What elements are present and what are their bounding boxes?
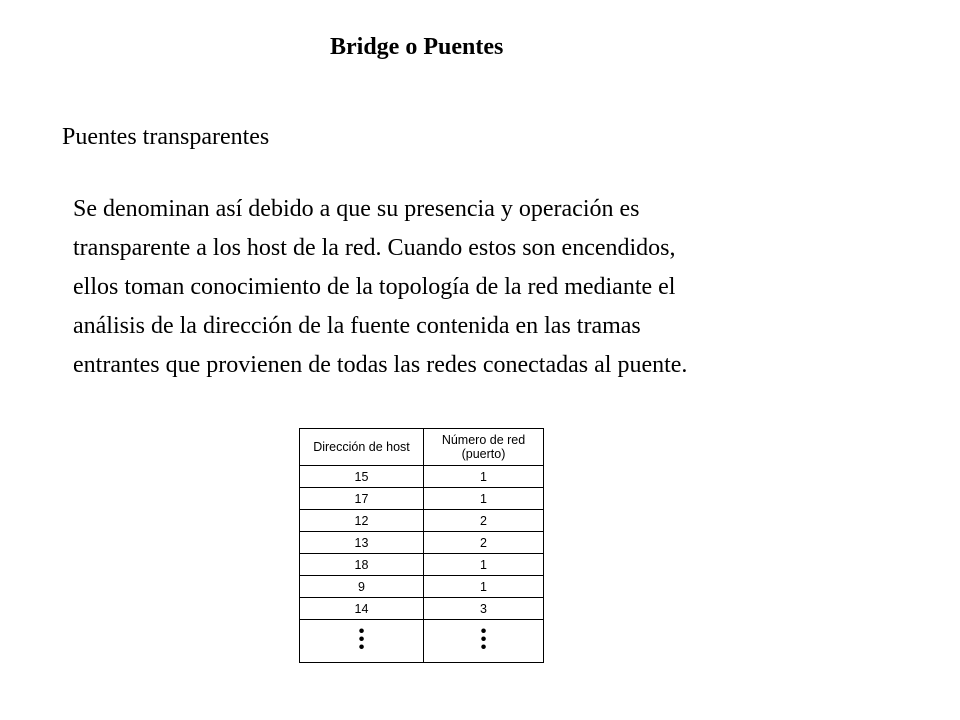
table-row (300, 532, 544, 554)
port-cell: 1 (424, 466, 544, 488)
table-row (300, 598, 544, 620)
port-cell: 2 (424, 510, 544, 532)
section-subtitle: Puentes transparentes (62, 124, 270, 150)
port-cell: 1 (424, 488, 544, 510)
description-paragraph (73, 190, 893, 385)
table-row (300, 554, 544, 576)
bridge-address-table (299, 428, 544, 663)
host-ellipsis (300, 620, 424, 663)
paragraph-line: transparente a los host de la red. Cuando estos son encendidos, (73, 235, 676, 261)
host-cell: 14 (300, 598, 424, 620)
host-cell: 17 (300, 488, 424, 510)
table-row (300, 488, 544, 510)
page-title: Bridge o Puentes (330, 34, 504, 60)
table-row (300, 466, 544, 488)
table-row (300, 576, 544, 598)
host-cell: 9 (300, 576, 424, 598)
port-ellipsis (424, 620, 544, 663)
host-cell: 18 (300, 554, 424, 576)
paragraph-line: análisis de la dirección de la fuente contenida en las tramas (73, 313, 641, 339)
table-header-row (300, 429, 544, 466)
port-cell: 1 (424, 554, 544, 576)
port-cell: 1 (424, 576, 544, 598)
port-cell: 3 (424, 598, 544, 620)
header-network-number: Número de red (puerto) (424, 429, 544, 466)
host-cell: 13 (300, 532, 424, 554)
ellipsis-dots: • • • (358, 622, 365, 656)
table-row-ellipsis (300, 620, 544, 663)
host-cell: 15 (300, 466, 424, 488)
table-row (300, 510, 544, 532)
paragraph-line: ellos toman conocimiento de la topología de la red mediante el (73, 274, 676, 300)
paragraph-line: Se denominan así debido a que su presencia y operación es (73, 196, 640, 222)
ellipsis-dots: • • • (480, 622, 487, 656)
port-cell: 2 (424, 532, 544, 554)
paragraph-line: entrantes que provienen de todas las redes conectadas al puente. (73, 352, 688, 378)
host-cell: 12 (300, 510, 424, 532)
header-host-address: Dirección de host (300, 429, 424, 466)
